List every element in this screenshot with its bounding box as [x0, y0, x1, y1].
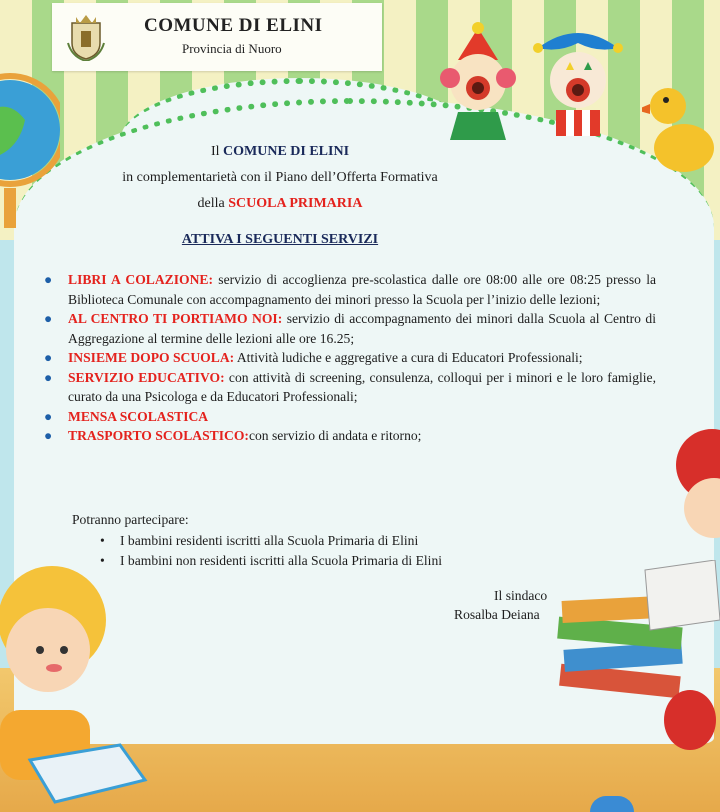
- participant-text: I bambini residenti iscritti alla Scuola Primaria di Elini: [120, 533, 419, 548]
- service-title: LIBRI A COLAZIONE:: [68, 272, 214, 287]
- jester-toy-illustration: [528, 18, 628, 138]
- service-text: Attività ludiche e aggregative a cura di Educatori Professionali;: [234, 350, 583, 365]
- intro-line3-prefix: della: [197, 196, 229, 211]
- books-stack-illustration: [550, 560, 720, 760]
- service-text: con attività di screening, consulenza, colloqui per i minori e le loro famiglie, curato da una Psicologa e da Educatori Professionali;: [68, 369, 656, 404]
- scuola-primaria-label: SCUOLA PRIMARIA: [228, 196, 363, 211]
- child-reading-illustration: [0, 540, 150, 812]
- service-item: [44, 309, 656, 348]
- bullet-icon: ●: [44, 408, 53, 424]
- service-title: SERVIZIO EDUCATIVO:: [68, 369, 225, 385]
- service-title: TRASPORTO SCOLASTICO:: [68, 428, 249, 443]
- service-title: INSIEME DOPO SCUOLA:: [68, 350, 235, 365]
- intro-line-3: [0, 196, 560, 212]
- service-item: [44, 270, 656, 309]
- municipality-title: COMUNE DI ELINI: [144, 15, 323, 36]
- participants-intro: Potranno partecipare:: [72, 512, 189, 527]
- intro-line-1: [0, 144, 560, 160]
- service-text: servizio di accoglienza pre-scolastica dalle ore 08:00 alle ore 08:25 presso la Biblioteca Comunale con accompagnamento dei minori presso la Scuola per l’inizio delle lezioni;: [68, 272, 656, 307]
- participant-text: I bambini non residenti iscritti alla Scuola Primaria di Elini: [120, 553, 443, 568]
- bullet-icon: ●: [44, 311, 53, 326]
- services-heading: ATTIVA I SEGUENTI SERVIZI: [181, 232, 379, 247]
- bullet-icon: ●: [44, 369, 53, 385]
- bullet-icon: •: [100, 533, 105, 548]
- intro-prefix: Il: [210, 144, 224, 159]
- service-item: [44, 426, 656, 446]
- bullet-icon: ●: [44, 350, 53, 365]
- signature-role: Il sindaco: [494, 588, 548, 603]
- clown-toy-illustration: [428, 20, 528, 140]
- intro-line-2: in complementarietà con il Piano dell’Offerta Formativa: [122, 170, 438, 185]
- service-item: [44, 348, 656, 368]
- participant-item: [100, 551, 442, 571]
- bullet-icon: ●: [44, 272, 53, 287]
- services-list: [44, 270, 656, 446]
- service-text: con servizio di andata e ritorno;: [248, 428, 422, 443]
- header-box: [52, 3, 382, 71]
- service-title: MENSA SCOLASTICA: [68, 408, 209, 424]
- service-text: servizio di accompagnamento dei minori dalla Scuola al Centro di Aggregazione al termine delle lezioni alle ore 16.25;: [68, 311, 657, 346]
- bullet-icon: •: [100, 553, 105, 568]
- blue-ball-illustration: [590, 796, 634, 812]
- service-title: AL CENTRO TI PORTIAMO NOI:: [68, 311, 283, 326]
- child-peeking-illustration: [672, 420, 720, 550]
- service-item: [44, 407, 656, 427]
- comune-name: COMUNE DI ELINI: [223, 144, 350, 159]
- service-item: [44, 368, 656, 407]
- province-subtitle: Provincia di Nuoro: [182, 41, 282, 56]
- bullet-icon: ●: [44, 428, 53, 443]
- signature-name: Rosalba Deiana: [454, 607, 540, 622]
- municipal-crest-icon: [66, 13, 106, 61]
- participant-item: [100, 531, 442, 551]
- duck-toy-illustration: [642, 70, 720, 180]
- participants-list: [100, 531, 442, 571]
